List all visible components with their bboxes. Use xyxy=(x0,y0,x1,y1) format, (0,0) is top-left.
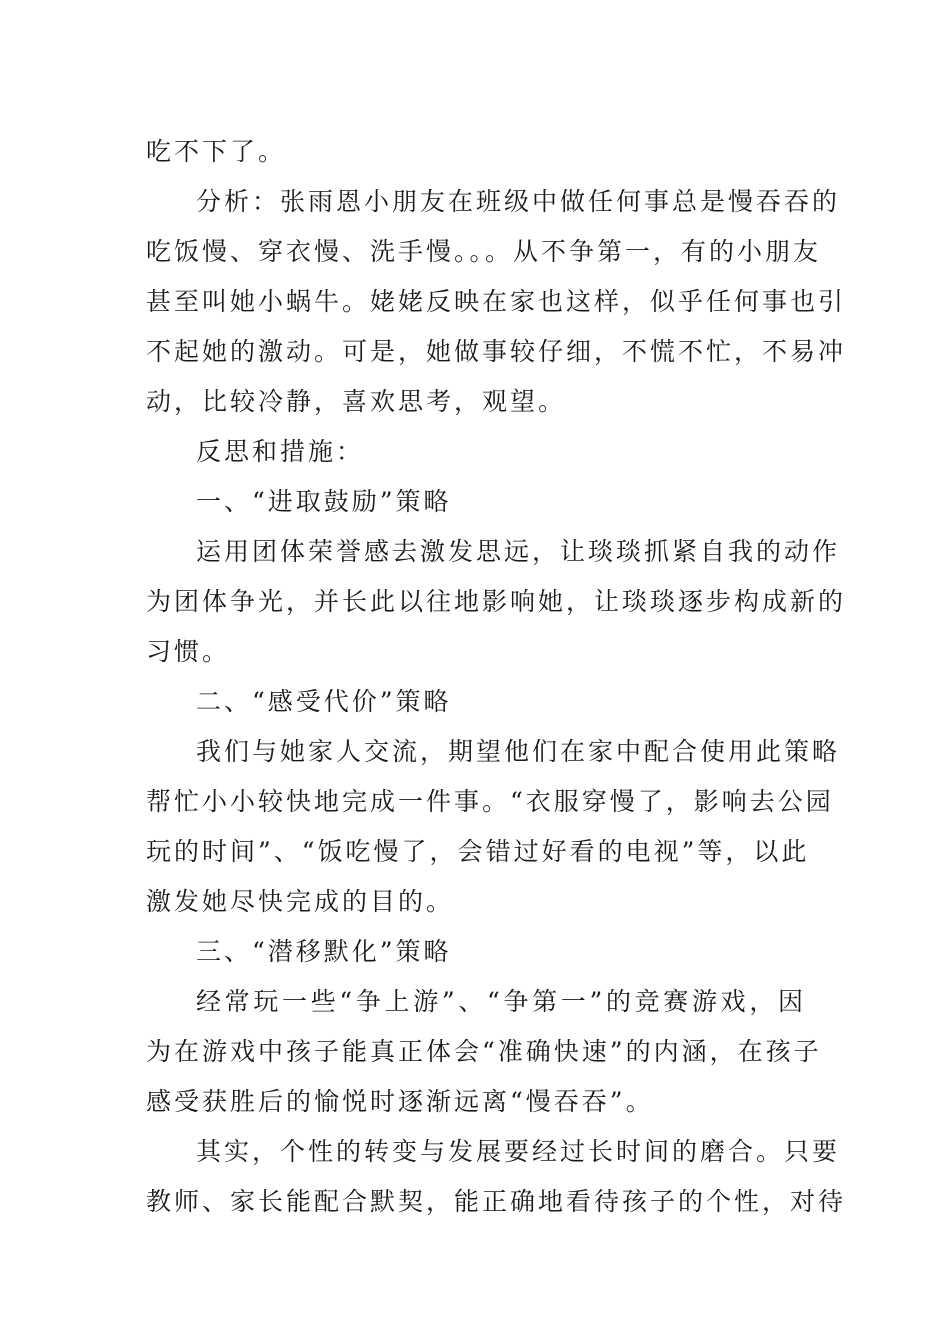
text-line: 教师、家长能配合默契，能正确地看待孩子的个性，对待 xyxy=(146,1187,847,1216)
text-line: 动，比较冷静，喜欢思考，观望。 xyxy=(146,387,567,416)
text-line: 习惯。 xyxy=(146,637,231,666)
text-line: 吃不下了。 xyxy=(146,137,287,166)
text-line: 为在游戏中孩子能真正体会“准确快速”的内涵，在孩子 xyxy=(146,1037,822,1066)
text-line: 吃饭慢、穿衣慢、洗手慢。。。从不争第一，有的小朋友 xyxy=(146,237,822,266)
text-line: 分析：张雨恩小朋友在班级中做任何事总是慢吞吞的 xyxy=(196,187,841,216)
section-heading: 三、“潜移默化”策略 xyxy=(196,937,452,966)
text-line: 反思和措施： xyxy=(196,437,365,466)
text-line: 运用团体荣誉感去激发思远，让琰琰抓紧自我的动作 xyxy=(196,537,841,566)
text-line: 感受获胜后的愉悦时逐渐远离“慢吞吞”。 xyxy=(146,1087,654,1116)
section-heading: 一、“进取鼓励”策略 xyxy=(196,487,452,516)
text-line: 甚至叫她小蜗牛。姥姥反映在家也这样，似乎任何事也引 xyxy=(146,287,847,316)
text-line: 不起她的激动。可是，她做事较仔细，不慌不忙，不易冲 xyxy=(146,337,847,366)
section-heading: 二、“感受代价”策略 xyxy=(196,687,452,716)
text-line: 激发她尽快完成的目的。 xyxy=(146,887,455,916)
text-line: 帮忙小小较快地完成一件事。“衣服穿慢了，影响去公园 xyxy=(146,787,834,816)
text-line: 玩的时间”、“饭吃慢了，会错过好看的电视”等，以此 xyxy=(146,837,810,866)
text-line: 我们与她家人交流，期望他们在家中配合使用此策略 xyxy=(196,737,841,766)
text-line: 其实，个性的转变与发展要经过长时间的磨合。只要 xyxy=(196,1137,841,1166)
text-line: 为团体争光，并长此以往地影响她，让琰琰逐步构成新的 xyxy=(146,587,847,616)
text-line: 经常玩一些“争上游”、“争第一”的竞赛游戏，因 xyxy=(196,987,806,1016)
